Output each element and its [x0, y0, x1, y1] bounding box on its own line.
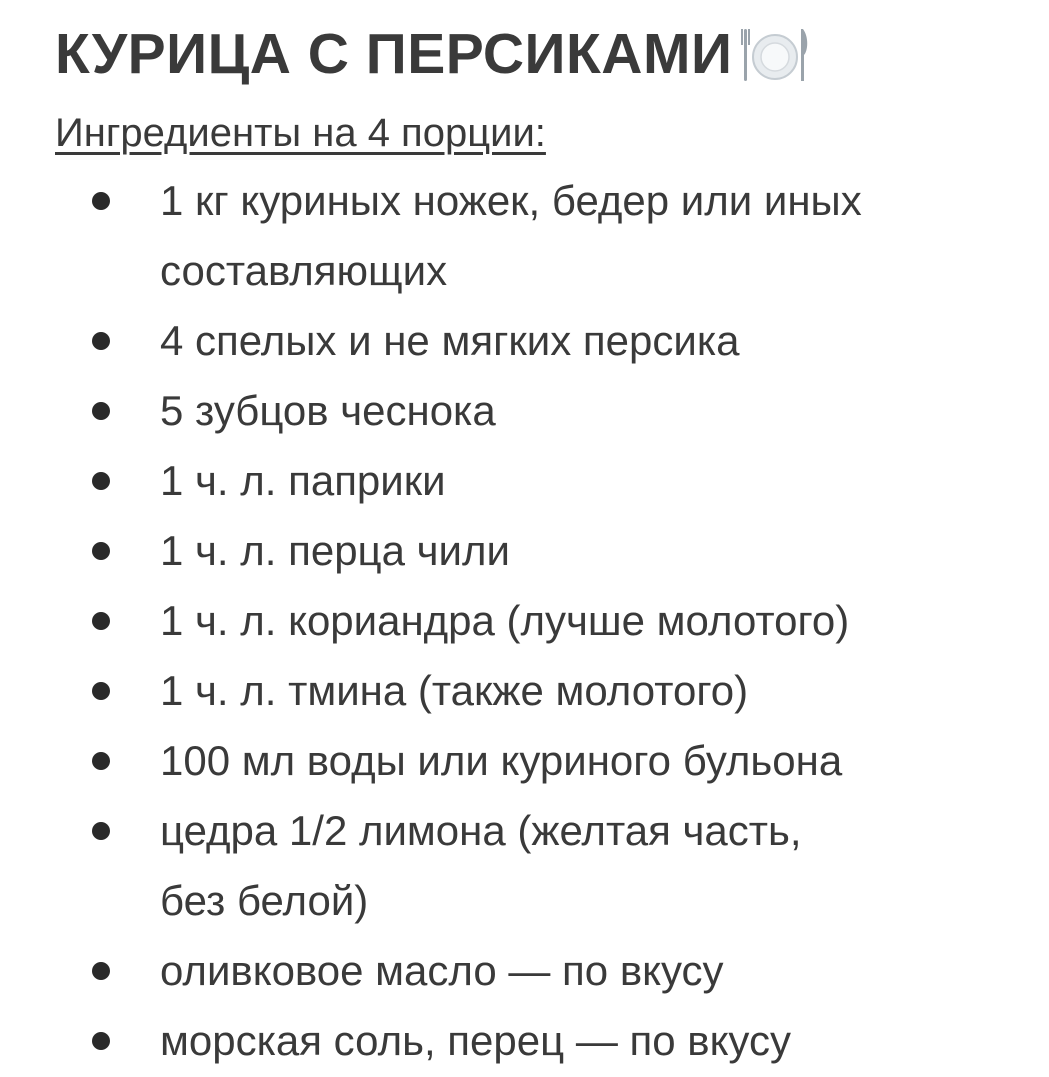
bullet-icon	[92, 192, 110, 210]
bullet-icon	[92, 1032, 110, 1050]
ingredients-list	[0, 166, 862, 1076]
ingredient-item	[0, 166, 862, 306]
fork-knife-plate-icon	[740, 24, 810, 80]
ingredient-text: 1 ч. л. паприки	[160, 457, 446, 504]
ingredient-item	[0, 796, 862, 936]
ingredient-item	[0, 726, 862, 796]
ingredient-item	[0, 586, 862, 656]
bullet-icon	[92, 542, 110, 560]
ingredient-text: морская соль, перец — по вкусу	[160, 1017, 791, 1064]
ingredient-text: 1 ч. л. тмина (также молотого)	[160, 667, 749, 714]
recipe-title-text: КУРИЦА С ПЕРСИКАМИ	[55, 22, 733, 86]
ingredient-item	[0, 516, 862, 586]
bullet-icon	[92, 822, 110, 840]
bullet-icon	[92, 682, 110, 700]
bullet-icon	[92, 332, 110, 350]
ingredient-text: 1 ч. л. перца чили	[160, 527, 510, 574]
ingredient-text: без белой)	[160, 877, 369, 924]
ingredient-text: 5 зубцов чеснока	[160, 387, 496, 434]
ingredient-item	[0, 1006, 862, 1076]
bullet-icon	[92, 752, 110, 770]
ingredient-text: составляющих	[160, 247, 448, 294]
ingredients-heading: Ингредиенты на 4 порции:	[55, 111, 546, 155]
ingredient-text: 100 мл воды или куриного бульона	[160, 737, 843, 784]
ingredient-item	[0, 656, 862, 726]
bullet-icon	[92, 612, 110, 630]
ingredient-item	[0, 306, 862, 376]
bullet-icon	[92, 962, 110, 980]
ingredient-item	[0, 376, 862, 446]
ingredient-text: оливковое масло — по вкусу	[160, 947, 724, 994]
ingredient-text: 1 кг куриных ножек, бедер или иных	[160, 177, 862, 224]
ingredient-item	[0, 936, 862, 1006]
bullet-icon	[92, 402, 110, 420]
ingredient-text: цедра 1/2 лимона (желтая часть,	[160, 807, 802, 854]
ingredient-text: 4 спелых и не мягких персика	[160, 317, 740, 364]
ingredient-item	[0, 446, 862, 516]
recipe-title	[55, 14, 810, 94]
bullet-icon	[92, 472, 110, 490]
ingredient-text: 1 ч. л. кориандра (лучше молотого)	[160, 597, 850, 644]
